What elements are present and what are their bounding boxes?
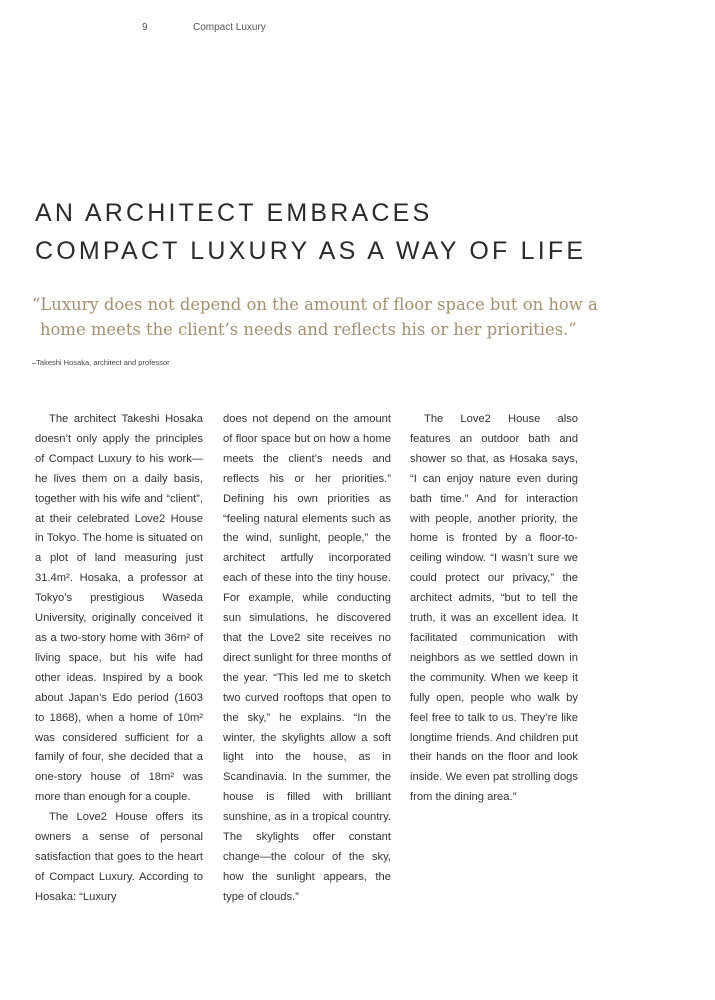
headline-line: AN ARCHITECT EMBRACES	[35, 199, 433, 227]
body-paragraph: The architect Takeshi Hosaka doesn’t only apply the principles of Compact Luxury to his work—he lives them on a daily basis, together with his wife and “client”, at their celebrated Love2 House in Tokyo. The home is situated on a plot of land measuring just 31.4m². Hosaka, a professor at Tokyo’s prestigious Waseda University, originally conceived it as a two-story home with 36m² of living space, but his wife had other ideas. Inspired by a book about Japan’s Edo period (1603 to 1868), when a home of 10m² was considered sufficient for a family of four, she decided that a one-story house of 18m² was more than enough for a couple.	[35, 413, 203, 804]
page-header	[0, 22, 715, 42]
pull-quote-line: “Luxury does not depend on the amount of floor space but on how a	[32, 295, 598, 314]
pull-quote	[32, 292, 692, 342]
quote-attribution: –Takeshi Hosaka, architect and professor	[32, 358, 170, 367]
body-column-3	[410, 410, 578, 808]
article-headline	[35, 194, 685, 270]
pull-quote-line: home meets the client’s needs and reflects his or her priorities.”	[40, 320, 577, 339]
body-paragraph: does not depend on the amount of floor space but on how a home meets the client’s needs and reflects his or her priorities.” Defining his own priorities as “feeling natural elements such as the wind, sunlight, people,” the architect artfully incorporated each of these into the tiny house. For example, while conducting sun simulations, he discovered that the Love2 site receives no direct sunlight for three months of the year. “This led me to sketch two curved rooftops that open to the sky,” he explains. “In the winter, the skylights allow a soft light into the house, as in Scandinavia. In the summer, the house is filled with brilliant sunshine, as in a tropical country. The skylights offer constant change—the colour of the sky, how the sunlight appears, the type of clouds.”	[223, 413, 391, 903]
headline-line: COMPACT LUXURY AS A WAY OF LIFE	[35, 237, 587, 265]
page-number: 9	[142, 22, 148, 33]
body-paragraph: The Love2 House also features an outdoor bath and shower so that, as Hosaka says, “I can enjoy nature even during bath time.” And for interaction with people, another priority, the home is fronted by a floor-to-ceiling window. “I wasn’t sure we could protect our privacy,” the architect admits, “but to tell the truth, it was an excellent idea. It facilitated communication with neighbors as we settled down in the community. When we keep it fully open, people who walk by feel free to talk to us. They’re like longtime friends. And children put their hands on the floor and look inside. We even pat strolling dogs from the dining area.”	[410, 413, 578, 804]
running-title: Compact Luxury	[193, 22, 266, 33]
body-paragraph: The Love2 House offers its owners a sense of personal satisfaction that goes to the heart of Compact Luxury. According to Hosaka: “Luxury	[35, 811, 203, 903]
body-column-2	[223, 410, 391, 908]
body-column-1	[35, 410, 203, 908]
